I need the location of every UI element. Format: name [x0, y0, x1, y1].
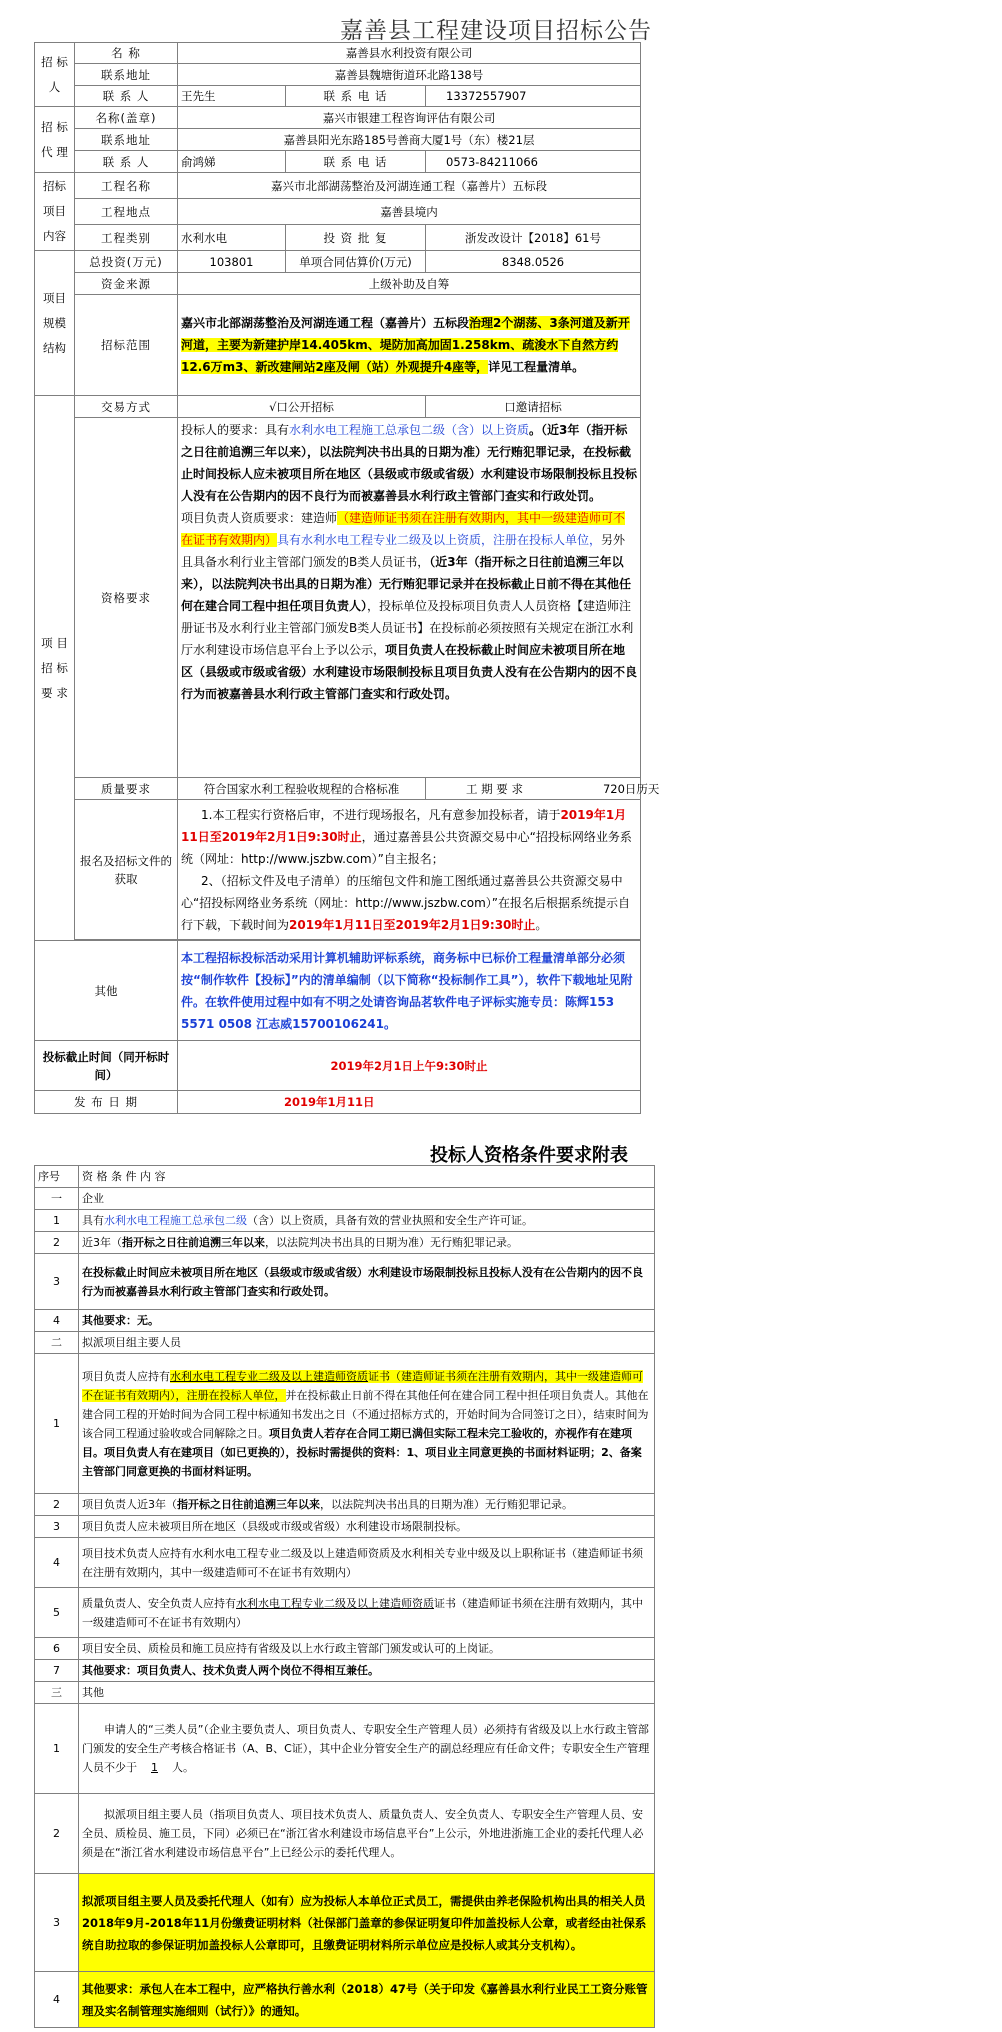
project-type: 水利水电 [178, 225, 286, 251]
r1-2-b: 指开标之日往前追溯三年以来 [122, 1236, 265, 1249]
q2-note: （建造师证书须在注册有效期内，其中一级建造师可不在证书有效期内） [181, 511, 626, 547]
col-no-header: 序号 [35, 1166, 79, 1188]
period-cell [426, 778, 660, 800]
sec3-no: 三 [35, 1682, 79, 1704]
agent-name: 嘉兴市银建工程咨询评估有限公司 [178, 107, 641, 129]
project-name-label: 工程名称 [75, 173, 178, 199]
sec2-title: 拟派项目组主要人员 [79, 1332, 655, 1354]
q1-conditions: 。（近3年（指开标之日往前追溯三年以来），以法院判决书出具的日期为准）无行贿犯罪记录，在投标截止时间投标人应未被项目所在地区（县级或市级或省级）水利建设市场限制投标且投标人没有在公告期内的因不良行为而被嘉善县水利行政主管部门查实和行政处罚。 [181, 423, 638, 503]
q2-bcert: 另外且具备水利行业主管部门颁发的B类人员证书， [181, 533, 626, 569]
r2-7: 其他要求：项目负责人、技术负责人两个岗位不得相互兼任。 [79, 1660, 655, 1682]
r2-2 [79, 1494, 655, 1516]
s2-lead: 2、（招标文件及电子清单）的压缩包文件和施工图纸通过嘉善县公共资源交易中心“招投标网络业务系统（网址：http://www.jszbw.com）”在报名后根据系统提示自行下载，下载时间为 [181, 873, 631, 932]
signup-label: 报名及招标文件的获取 [75, 800, 178, 940]
r2-3: 项目负责人应未被项目所在地区（县级或市级或省级）水利建设市场限制投标。 [79, 1516, 655, 1538]
q1-lead: 投标人的要求：具有 [181, 423, 290, 437]
quality-label: 质量要求 [75, 778, 178, 800]
mode-label: 交易方式 [75, 396, 178, 418]
r1-1-c: （含）以上资质，具备有效的营业执照和安全生产许可证。 [247, 1214, 533, 1227]
project-group-label: 招标 项目 内容 [35, 173, 75, 251]
r3-2-no: 2 [35, 1794, 79, 1874]
tenderer-group-label: 招 标 人 [35, 43, 75, 107]
publish-value: 2019年1月11日 [178, 1091, 641, 1114]
r2-1-no: 1 [35, 1354, 79, 1494]
q1-qualification: 水利水电工程施工总承包二级（含）以上资质 [289, 423, 530, 437]
qual-text [178, 418, 641, 778]
r3-1 [79, 1704, 655, 1794]
scope-part-b: 治理2个湖荡、3条河道及新开河道，主要为新建护岸14.405km、堤防加高加固1.258km、疏浚水下自然方约12.6万m3、新改建闸站2座及闸（站）外观提升4座等， [181, 316, 630, 374]
r2-7-no: 7 [35, 1660, 79, 1682]
scope-part-a: 嘉兴市北部湖荡整治及河湖连通工程（嘉善片）五标段 [181, 316, 470, 330]
estimate-label: 单项合同估算价(万元) [286, 251, 426, 273]
s1-lead: 1.本工程实行资格后审，不进行现场报名，凡有意参加投标者，请于 [201, 807, 561, 822]
r2-1-b: 水利水电工程专业二级及以上建造师资质 [170, 1369, 368, 1383]
q2-lead: 项目负责人资质要求：建造师 [181, 511, 338, 525]
r1-1-a: 具有 [82, 1214, 104, 1227]
scope-label: 招标范围 [75, 295, 178, 396]
invest-label: 总投资(万元) [75, 251, 178, 273]
r3-4-no: 4 [35, 1972, 79, 2028]
r3-1-no: 1 [35, 1704, 79, 1794]
r1-1-b: 水利水电工程施工总承包二级 [104, 1214, 247, 1227]
publish-label: 发 布 日 期 [35, 1091, 178, 1114]
tenderer-addr-label: 联系地址 [75, 64, 178, 86]
r3-3-no: 3 [35, 1874, 79, 1972]
r2-4-no: 4 [35, 1538, 79, 1588]
announcement-table [34, 42, 660, 1114]
r2-1-e: 项目负责人若存在合同工期已满但实际工程未完工验收的，亦视作有在建项目。项目负责人有在建项目（如已更换的），投标时需提供的资料：1、项目业主同意更换的书面材料证明；2、备案主管部门同意更换的书面材料证明。 [82, 1426, 642, 1478]
r3-2-text: 拟派项目组主要人员（指项目负责人、项目技术负责人、质量负责人、安全负责人、专职安全生产管理人员、安全员、质检员、施工员，下同）必须已在“浙江省水利建设市场信息平台”上公示，外地进浙施工企业的委托代理人必须是在“浙江省水利建设市场信息平台”上已经公示的委托代理人。 [82, 1808, 644, 1859]
r2-5-a: 质量负责人、安全负责人应持有 [82, 1596, 236, 1610]
q2-qualification: 具有水利水电工程专业二级及以上资质，注册在投标人单位， [277, 533, 602, 547]
scope-part-c: 详见工程量清单。 [488, 360, 585, 374]
q2-publicity: ，投标单位及投标项目负责人人员资格【建造师注册证书及水利行业主管部门颁发B类人员证书】在投标前必须按照有关规定在浙江水利厅水利建设市场信息平台上予以公示， [181, 599, 634, 657]
qual-label: 资格要求 [75, 418, 178, 778]
r3-3: 拟派项目组主要人员及委托代理人（如有）应为投标人本单位正式员工，需提供由养老保险机构出具的相关人员2018年9月-2018年11月份缴费证明材料（社保部门盖章的参保证明复印件加盖投标人公章，或者经由社保系统自助拉取的参保证明加盖投标人公章即可，且缴费证明材料所示单位应是投标人或其分支机构）。 [79, 1874, 655, 1972]
appendix-title: 投标人资格条件要求附表 [430, 1145, 628, 1166]
sec3-title: 其他 [79, 1682, 655, 1704]
s1-dates: 2019年1月11日至2019年2月1日9:30时止 [181, 807, 627, 844]
page-title: 嘉善县工程建设项目招标公告 [340, 18, 652, 44]
sec1-no: 一 [35, 1188, 79, 1210]
tenderer-name-label: 名 称 [75, 43, 178, 64]
project-type-label: 工程类别 [75, 225, 178, 251]
agent-name-label: 名称(盖章) [75, 107, 178, 129]
agent-addr-label: 联系地址 [75, 129, 178, 151]
r2-5-no: 5 [35, 1588, 79, 1638]
r3-1-c: 人。 [172, 1761, 194, 1774]
r2-1-d: 并在投标截止日前不得在其他任何在建合同工程中担任项目负责人。其他在建合同工程的开始时间为合同工程中标通知书发出之日（不通过招标方式的，开始时间为合同签订之日），结束时间为该合同工程通过验收或合同解除之日。 [82, 1388, 649, 1440]
r2-4: 项目技术负责人应持有水利水电工程专业二级及以上建造师资质及水利相关专业中级及以上职称证书（建造师证书须在注册有效期内，其中一级建造师可不在证书有效期内） [79, 1538, 655, 1588]
r2-2-c: ，以法院判决书出具的日期为准）无行贿犯罪记录。 [320, 1498, 573, 1511]
r3-1-b: 1 [151, 1761, 158, 1774]
q2-record: （近3年（指开标之日往前追溯三年以来），以法院判决书出具的日期为准）无行贿犯罪记录并在投标截止日前不得在其他任何在建合同工程中担任项目负责人） [181, 555, 632, 613]
project-approval: 浙发改设计【2018】61号 [426, 225, 641, 251]
r1-1-no: 1 [35, 1210, 79, 1232]
project-approval-label: 投 资 批 复 [286, 225, 426, 251]
deadline-value: 2019年2月1日上午9:30时止 [178, 1041, 641, 1091]
agent-addr: 嘉善县阳光东路185号善商大厦1号（东）楼21层 [178, 129, 641, 151]
r1-1 [79, 1210, 655, 1232]
r2-1 [79, 1354, 655, 1494]
project-name: 嘉兴市北部湖荡整治及河湖连通工程（嘉善片）五标段 [178, 173, 641, 199]
r1-2-a: 近3年（ [82, 1236, 122, 1249]
col-content-header: 资 格 条 件 内 容 [79, 1166, 655, 1188]
other-label: 其他 [35, 941, 178, 1041]
other-text: 本工程招标投标活动采用计算机辅助评标系统，商务标中已标价工程量清单部分必须按“制作软件【投标】”内的清单编制（以下简称“投标制作工具”），软件下载地址见附件。在软件使用过程中如有不明之处请咨询品茗软件电子评标实施专员：陈辉153 5571 0508 江志威15700106241。 [178, 941, 641, 1041]
period-value: 720日历天 [602, 781, 660, 796]
estimate-value: 8348.0526 [426, 251, 641, 273]
r3-1-a: 申请人的“三类人员”（企业主要负责人、项目负责人、专职安全生产管理人员）必须持有省级及以上水行政主管部门颁发的安全生产考核合格证书（A、B、C证），其中企业分管安全生产的副总经理应有任命文件；专职安全生产管理人员不少于 [82, 1723, 650, 1774]
r2-2-b: 指开标之日往前追溯三年以来 [177, 1498, 320, 1511]
r2-6-no: 6 [35, 1638, 79, 1660]
r2-1-a: 项目负责人应持有 [82, 1369, 170, 1383]
quality-value: 符合国家水利工程验收规程的合格标准 [178, 778, 426, 800]
r2-5-c: 证书（建造师证书须在注册有效期内，其中一级建造师可不在证书有效期内） [82, 1596, 643, 1629]
r3-4: 其他要求：承包人在本工程中，应严格执行善水利（2018）47号（关于印发《嘉善县水利行业民工工资分账管理及实名制管理实施细则（试行）》的通知。 [79, 1972, 655, 2028]
scope-text [178, 295, 641, 396]
r2-1-c: 证书（建造师证书须在注册有效期内，其中一级建造师可不在证书有效期内），注册在投标人单位， [82, 1369, 643, 1402]
r1-3-no: 3 [35, 1254, 79, 1310]
scale-group-label: 项目 规模 结构 [35, 251, 75, 396]
requirements-group-label: 项 目 招 标 要 求 [35, 396, 75, 941]
mode-open: √口公开招标 [178, 396, 426, 418]
tenderer-phone: 13372557907 [426, 86, 641, 107]
mode-invite: 口邀请招标 [426, 396, 641, 418]
tenderer-name: 嘉善县水利投资有限公司 [178, 43, 641, 64]
signup-text [178, 800, 641, 940]
s1-tail: ，通过嘉善县公共资源交易中心“招投标网络业务系统（网址：http://www.jszbw.com）”自主报名； [181, 829, 632, 866]
r3-2 [79, 1794, 655, 1874]
r1-2-no: 2 [35, 1232, 79, 1254]
tenderer-phone-label: 联 系 电 话 [286, 86, 426, 107]
r2-2-a: 项目负责人近3年（ [82, 1498, 177, 1511]
period-label: 工 期 要 求 [466, 781, 523, 796]
agent-group-label: 招 标 代 理 [35, 107, 75, 173]
sec2-no: 二 [35, 1332, 79, 1354]
r1-3: 在投标截止时间应未被项目所在地区（县级或市级或省级）水利建设市场限制投标且投标人没有在公告期内的因不良行为而被嘉善县水利行政主管部门查实和行政处罚。 [79, 1254, 655, 1310]
tenderer-addr: 嘉善县魏塘街道环北路138号 [178, 64, 641, 86]
agent-phone: 0573-84211066 [426, 151, 641, 173]
r1-2-c: ，以法院判决书出具的日期为准）无行贿犯罪记录。 [265, 1236, 518, 1249]
agent-contact-label: 联 系 人 [75, 151, 178, 173]
r1-2 [79, 1232, 655, 1254]
tenderer-contact-label: 联 系 人 [75, 86, 178, 107]
agent-contact: 俞鸿娣 [178, 151, 286, 173]
r2-5-b: 水利水电工程专业二级及以上建造师资质 [236, 1596, 434, 1610]
fund-label: 资金来源 [75, 273, 178, 295]
appendix-table [34, 1165, 655, 2028]
deadline-label: 投标截止时间（同开标时间） [35, 1041, 178, 1091]
r1-4-no: 4 [35, 1310, 79, 1332]
r1-4: 其他要求：无。 [79, 1310, 655, 1332]
r2-6: 项目安全员、质检员和施工员应持有省级及以上水行政主管部门颁发或认可的上岗证。 [79, 1638, 655, 1660]
r2-3-no: 3 [35, 1516, 79, 1538]
r2-5 [79, 1588, 655, 1638]
s2-tail: 。 [535, 917, 548, 932]
agent-phone-label: 联 系 电 话 [286, 151, 426, 173]
q2-restriction: 项目负责人在投标截止时间应未被项目所在地区（县级或市级或省级）水利建设市场限制投标且项目负责人没有在公告期内的因不良行为而被嘉善县水利行政主管部门查实和行政处罚。 [181, 643, 638, 701]
project-location: 嘉善县境内 [178, 199, 641, 225]
fund-value: 上级补助及自筹 [178, 273, 641, 295]
tenderer-contact: 王先生 [178, 86, 286, 107]
s2-dates: 2019年1月11日至2019年2月1日9:30时止 [289, 917, 536, 932]
invest-value: 103801 [178, 251, 286, 273]
sec1-title: 企业 [79, 1188, 655, 1210]
r2-2-no: 2 [35, 1494, 79, 1516]
project-location-label: 工程地点 [75, 199, 178, 225]
